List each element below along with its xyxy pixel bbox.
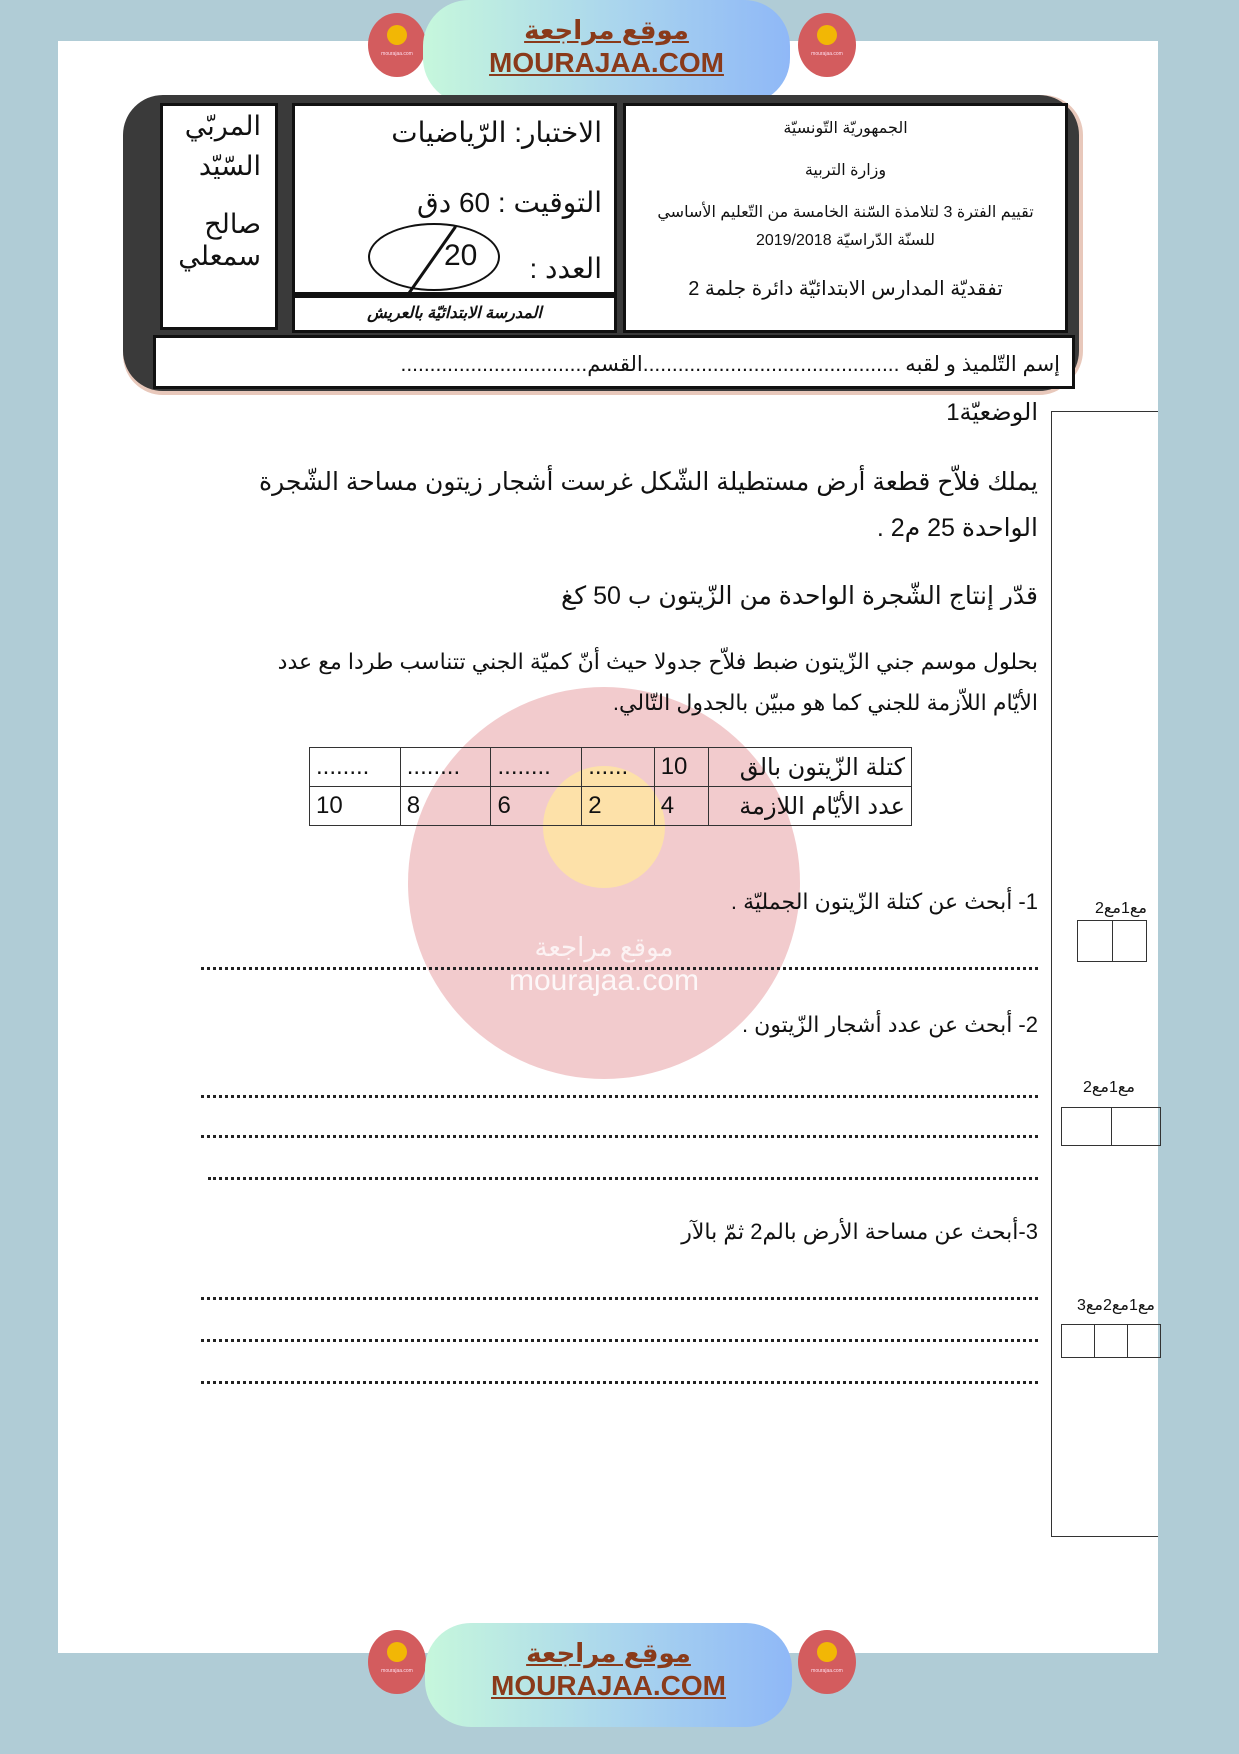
teacher-title: المربّي	[184, 111, 261, 141]
teacher-honorific: السّيّد	[198, 151, 261, 181]
mark-boxes[interactable]	[1077, 920, 1147, 962]
banner-latin: MOURAJAA.COM	[489, 47, 724, 78]
table-cell[interactable]: ......	[582, 748, 655, 787]
table-cell[interactable]: ........	[310, 748, 401, 787]
paragraph-2: قدّر إنتاج الشّجرة الواحدة من الزّيتون ب 50 كغ	[560, 582, 1038, 610]
table-row	[310, 748, 912, 787]
teacher-last-name: سمعلي	[178, 241, 261, 271]
score-oval[interactable]	[368, 223, 500, 291]
table-row	[310, 787, 912, 826]
answer-line[interactable]	[201, 1095, 1038, 1098]
paragraph-3-line-2: الأيّام اللاّزمة للجني كما هو مبيّن بالجدول التّالي.	[612, 690, 1038, 715]
paragraph-1-line-2: الواحدة 25 م2 .	[876, 514, 1038, 542]
banner-latin: MOURAJAA.COM	[491, 1670, 726, 1701]
book-icon	[817, 1642, 837, 1662]
table-cell: 10	[310, 787, 401, 826]
paragraph-1-line-1: يملك فلاّح قطعة أرض مستطيلة الشّكل غرست أشجار زيتون مساحة الشّجرة	[259, 468, 1038, 496]
student-name-field[interactable]: إسم التّلميذ و لقبه ............................................القسم................................	[153, 335, 1075, 389]
evaluation-title: تقييم الفترة 3 لتلامذة السّنة الخامسة من التّعليم الأساسي	[657, 204, 1034, 221]
answer-line[interactable]	[201, 1297, 1038, 1300]
table-cell[interactable]: ........	[400, 748, 491, 787]
table-cell: 10	[654, 748, 708, 787]
school-name: المدرسة الابتدائيّة بالعريش	[292, 295, 617, 333]
banner-arabic: موقع مراجعة	[526, 1638, 691, 1668]
score-total: 20	[444, 239, 478, 272]
official-box	[623, 103, 1068, 333]
table-cell: 4	[654, 787, 708, 826]
criteria-label: مع1مع2	[1083, 1079, 1135, 1096]
logo-badge-left: mourajaa.com	[368, 13, 426, 77]
table-cell: 8	[400, 787, 491, 826]
criteria-label: مع1مع2	[1095, 900, 1147, 917]
question-3: 3-أبحث عن مساحة الأرض بالم2 ثمّ بالآر	[681, 1219, 1038, 1244]
criteria-label: مع1مع2مع3	[1077, 1297, 1155, 1314]
inspection: تفقديّة المدارس الابتدائيّة دائرة جلمة 2	[688, 278, 1003, 300]
teacher-first-name: صالح	[204, 209, 261, 239]
answer-line[interactable]	[208, 1177, 1038, 1180]
answer-line[interactable]	[201, 1381, 1038, 1384]
table-cell: 2	[582, 787, 655, 826]
marking-column	[1051, 411, 1158, 1537]
logo-badge-left: mourajaa.com	[368, 1630, 426, 1694]
teacher-box	[160, 103, 278, 330]
logo-badge-right: mourajaa.com	[798, 13, 856, 77]
exam-timing: التوقيت : 60 دق	[416, 187, 602, 218]
row-header: عدد الأيّام اللازمة	[709, 787, 912, 826]
answer-line[interactable]	[201, 1339, 1038, 1342]
book-icon	[817, 25, 837, 45]
score-label: العدد :	[529, 253, 602, 284]
banner-arabic: موقع مراجعة	[524, 15, 689, 45]
site-banner-bottom[interactable]	[425, 1623, 792, 1727]
exam-info-box	[292, 103, 617, 295]
ministry: وزارة التربية	[804, 162, 887, 179]
republic: الجمهوريّة التّونسيّة	[783, 120, 908, 137]
table-cell[interactable]: ........	[491, 748, 582, 787]
school-year: للسنّة الدّراسيّة 2019/2018	[755, 232, 936, 249]
mark-boxes[interactable]	[1061, 1107, 1161, 1146]
exam-subject: الاختبار: الرّياضيات	[391, 117, 602, 148]
book-icon	[387, 25, 407, 45]
question-1: 1- أبحث عن كتلة الزّيتون الجمليّة .	[730, 889, 1038, 914]
logo-badge-right: mourajaa.com	[798, 1630, 856, 1694]
question-2: 2- أبحث عن عدد أشجار الزّيتون .	[741, 1012, 1038, 1037]
table-cell: 6	[491, 787, 582, 826]
situation-title: الوضعيّة1	[946, 399, 1038, 426]
answer-line[interactable]	[201, 967, 1038, 970]
book-icon	[387, 1642, 407, 1662]
watermark-latin: mourajaa.com	[508, 964, 700, 997]
answer-line[interactable]	[201, 1135, 1038, 1138]
row-header: كتلة الزّيتون بالق	[709, 748, 912, 787]
site-banner-top[interactable]	[423, 0, 790, 104]
mark-boxes[interactable]	[1061, 1324, 1161, 1358]
paragraph-3-line-1: بحلول موسم جني الزّيتون ضبط فلاّح جدولا حيث أنّ كميّة الجني تتناسب طردا مع عدد	[277, 649, 1038, 674]
watermark-arabic: موقع مراجعة	[534, 932, 674, 962]
proportion-table	[309, 747, 912, 826]
